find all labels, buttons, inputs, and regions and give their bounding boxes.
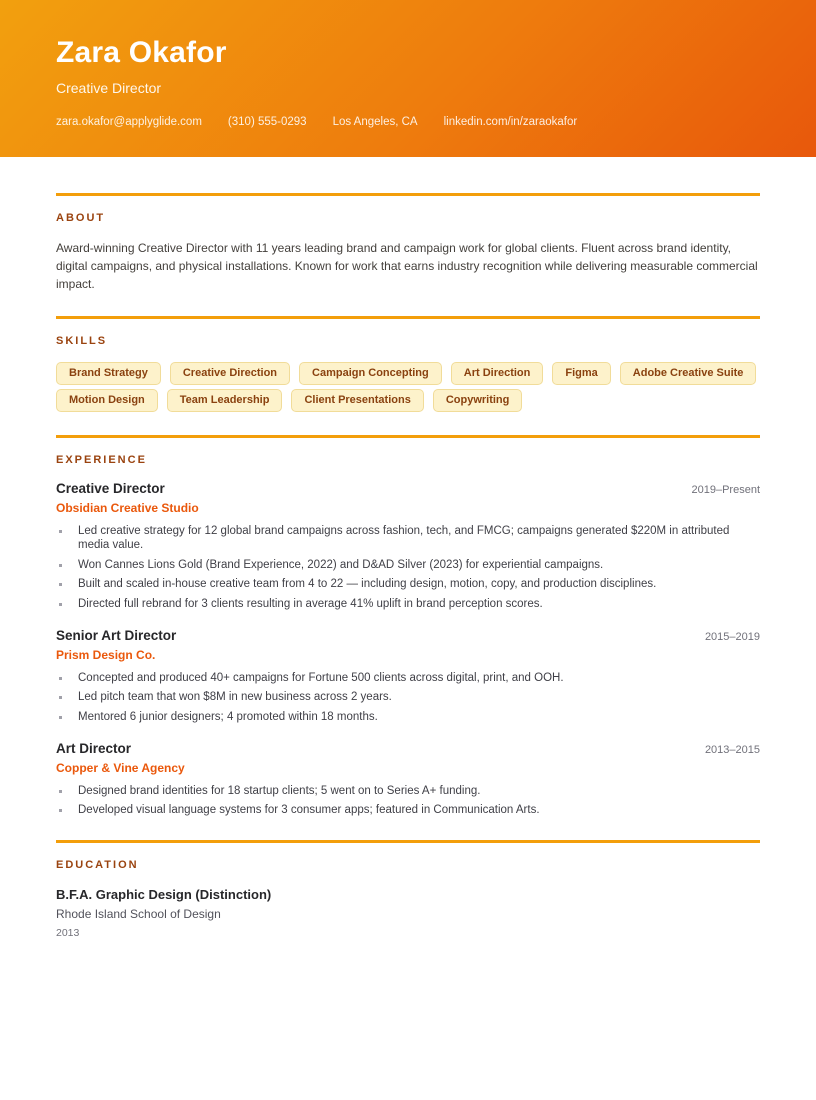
- experience-heading: EXPERIENCE: [56, 454, 147, 466]
- skill-pill: Copywriting: [433, 389, 523, 412]
- job-title: Senior Art Director: [56, 627, 177, 643]
- job-dates: 2019–Present: [691, 484, 760, 496]
- skills-list: [56, 362, 760, 412]
- about-heading: ABOUT: [56, 212, 106, 224]
- job-entry: [56, 628, 760, 724]
- contact-linkedin[interactable]: linkedin.com/in/zaraokafor: [443, 116, 578, 128]
- job-bullets: [56, 671, 760, 724]
- job-company: Obsidian Creative Studio: [56, 501, 199, 515]
- skill-pill: Brand Strategy: [56, 362, 161, 385]
- skill-pill: Campaign Concepting: [299, 362, 442, 385]
- job-company: Copper & Vine Agency: [56, 760, 185, 775]
- skill-pill: Team Leadership: [167, 389, 283, 412]
- bullet-item: Designed brand identities for 18 startup clients; 5 went on to Series A+ funding.: [56, 784, 760, 798]
- skill-pill: Creative Direction: [170, 362, 290, 385]
- section-experience: [56, 435, 760, 817]
- bullet-item: Developed visual language systems for 3 consumer apps; featured in Communication Arts.: [56, 803, 760, 817]
- bullet-item: Built and scaled in-house creative team from 4 to 22 — including design, motion, copy, and production disciplines.: [56, 577, 760, 591]
- job-entry: [56, 741, 760, 818]
- contact-location: Los Angeles, CA: [332, 116, 418, 128]
- skill-pill: Adobe Creative Suite: [620, 362, 757, 385]
- section-about: [56, 193, 760, 293]
- skill-pill: Motion Design: [56, 389, 158, 412]
- job-head: [56, 628, 760, 643]
- bullet-item: Won Cannes Lions Gold (Brand Experience, 2022) and D&AD Silver (2023) for experiential campaigns.: [56, 558, 760, 572]
- job-bullets: [56, 784, 760, 818]
- person-name: Zara Okafor: [56, 36, 227, 69]
- bullet-item: Concepted and produced 40+ campaigns for Fortune 500 clients across digital, print, and OOH.: [56, 671, 760, 685]
- job-head: [56, 481, 760, 496]
- job-head: [56, 741, 760, 756]
- education-school: Rhode Island School of Design: [56, 907, 221, 921]
- skills-heading: SKILLS: [56, 335, 108, 347]
- skill-pill: Figma: [552, 362, 610, 385]
- bullet-item: Mentored 6 junior designers; 4 promoted within 18 months.: [56, 710, 760, 724]
- page-header: [0, 0, 816, 157]
- education-heading: EDUCATION: [56, 859, 139, 871]
- bullet-item: Directed full rebrand for 3 clients resulting in average 41% uplift in brand perception scores.: [56, 597, 760, 611]
- education-degree: B.F.A. Graphic Design (Distinction): [56, 887, 272, 902]
- job-company: Prism Design Co.: [56, 647, 156, 662]
- person-title: Creative Director: [56, 80, 162, 96]
- education-year: 2013: [56, 927, 80, 939]
- skill-pill: Client Presentations: [291, 389, 423, 412]
- job-dates: 2013–2015: [704, 743, 760, 756]
- resume-body: [0, 193, 816, 939]
- job-dates: 2015–2019: [704, 630, 760, 643]
- about-paragraph: Award-winning Creative Director with 11 years leading brand and campaign work for global clients. Fluent across brand identity, digital campaigns, and physical installations. Known for work that earns industry recognition while delivering measurable commercial impact.: [56, 241, 758, 291]
- section-education: [56, 840, 760, 939]
- section-skills: [56, 316, 760, 412]
- skill-pill: Art Direction: [451, 362, 544, 385]
- job-title: Art Director: [56, 740, 132, 756]
- contact-row: [56, 116, 760, 128]
- bullet-item: Led creative strategy for 12 global brand campaigns across fashion, tech, and FMCG; campaigns generated $220M in attributed media value.: [56, 524, 760, 552]
- job-title: Creative Director: [56, 481, 165, 496]
- contact-email[interactable]: zara.okafor@applyglide.com: [56, 116, 202, 128]
- job-bullets: [56, 524, 760, 611]
- job-entry: [56, 481, 760, 611]
- bullet-item: Led pitch team that won $8M in new business across 2 years.: [56, 690, 760, 704]
- contact-phone: (310) 555-0293: [227, 116, 307, 128]
